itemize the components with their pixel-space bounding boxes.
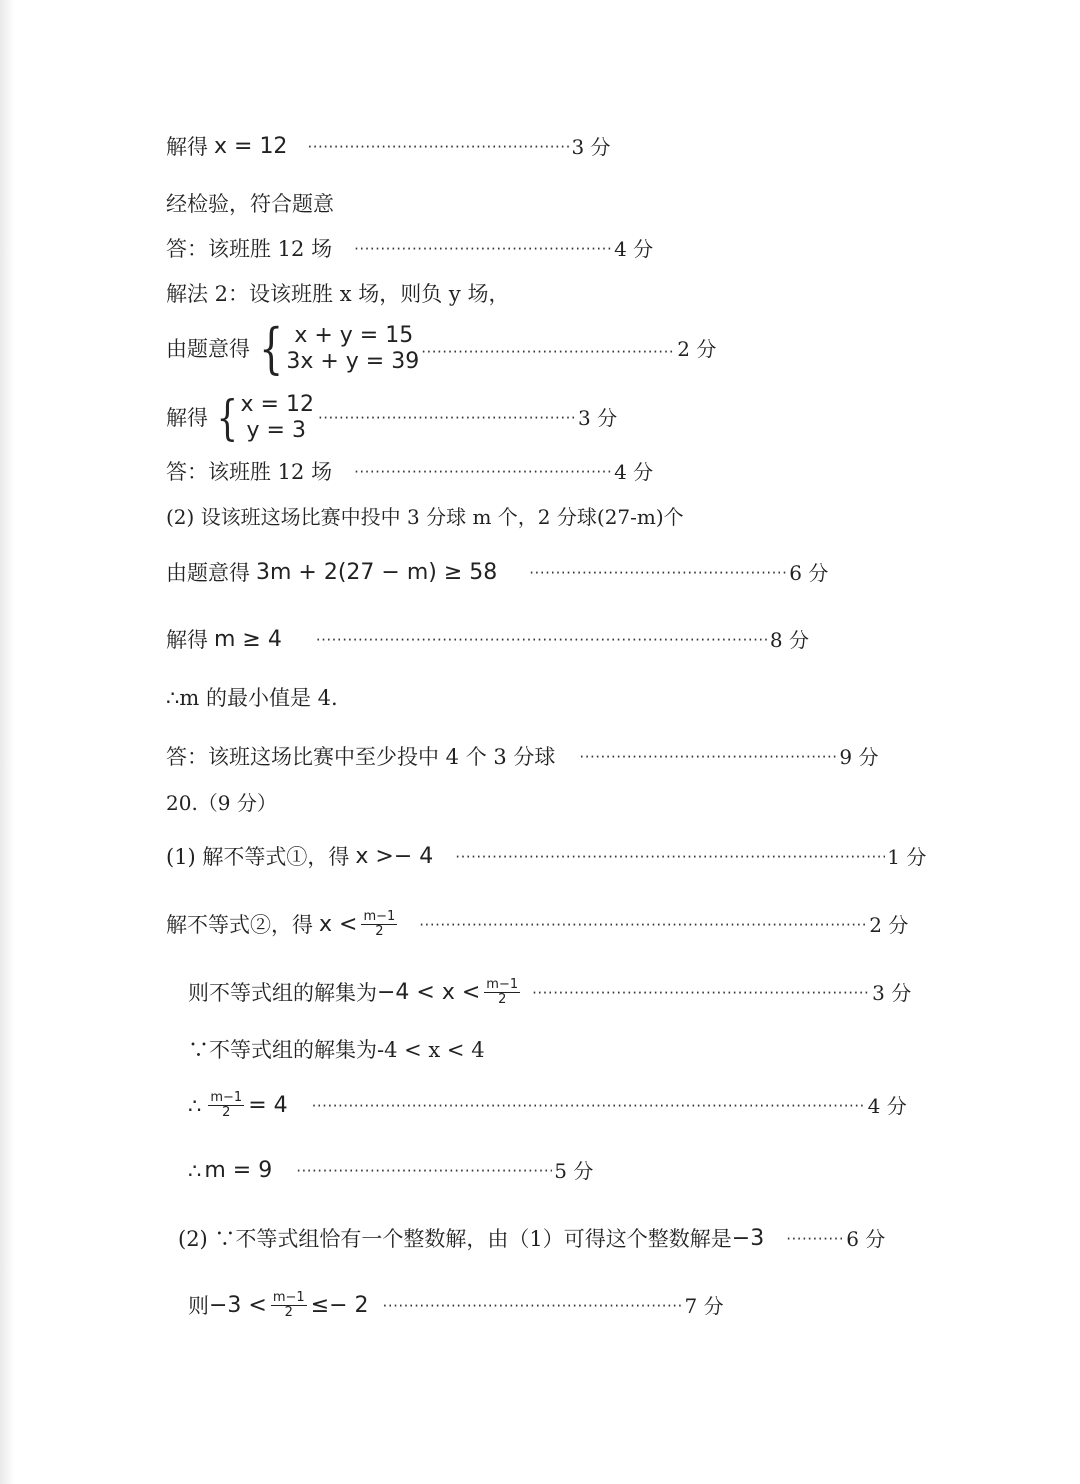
denominator: 2: [375, 924, 384, 939]
question-20-heading: [166, 789, 277, 817]
question-number: 20.（9 分）: [166, 791, 277, 815]
leader-dots: [312, 1092, 866, 1120]
line-prefix: 解得: [166, 135, 208, 159]
line-text: 答：该班这场比赛中至少投中 4 个 3 分球: [166, 745, 556, 769]
numerator: m−1: [363, 909, 396, 924]
denominator: 2: [284, 1305, 293, 1320]
leader-dots: [354, 458, 612, 486]
solution-line-x12: [166, 133, 611, 161]
numerator: m−1: [272, 1290, 305, 1305]
line-text: ∵不等式组的解集为-4 < x < 4: [188, 1038, 485, 1062]
score: 4 分: [614, 460, 654, 484]
numerator: m−1: [210, 1090, 243, 1105]
solution-x: x = 12: [240, 392, 314, 417]
score: 3 分: [571, 135, 611, 159]
inequality: −4 < x <: [377, 979, 481, 1005]
score: 1 分: [887, 845, 927, 869]
score: 5 分: [554, 1159, 594, 1183]
score: 4 分: [867, 1093, 907, 1118]
leader-dots: [316, 626, 768, 654]
score: 3 分: [872, 980, 912, 1005]
part-2-integer-line: [178, 1225, 885, 1253]
final-inequality-line: [188, 1291, 724, 1320]
page-edge-shadow: [0, 0, 14, 1484]
therefore-symbol: ∴: [188, 1093, 202, 1118]
leader-dots: [354, 235, 612, 263]
score: 2 分: [869, 912, 909, 937]
line-prefix: 解得: [166, 628, 208, 652]
inequality-2-line: [166, 910, 908, 939]
minimum-value-line: [166, 684, 338, 712]
equation: x = 12: [214, 134, 288, 159]
fraction-equation-line: [188, 1091, 907, 1120]
line-prefix: 由题意得: [166, 561, 250, 585]
solution-y: y = 3: [246, 418, 306, 443]
inequality-solution-line: [166, 626, 809, 654]
solution-system-line: [166, 392, 617, 444]
equation: m = 9: [204, 1158, 273, 1183]
denominator: 2: [222, 1105, 231, 1120]
score: 3 分: [577, 406, 618, 430]
leader-dots: [529, 559, 787, 587]
solution-set-line: [188, 978, 911, 1007]
answer-line-3: [166, 743, 879, 771]
line-text: 经检验，符合题意: [166, 192, 334, 216]
left-brace: {: [259, 317, 284, 380]
leader-dots: [579, 743, 837, 771]
line-text: 解法 2：设该班胜 x 场，则负 y 场，: [166, 282, 510, 306]
inequality: m ≥ 4: [214, 627, 282, 652]
inequality: x <: [319, 911, 358, 937]
inequality: 3m + 2(27 − m) ≥ 58: [256, 560, 498, 585]
line-prefix: 则不等式组的解集为: [188, 980, 377, 1005]
answer-line: [166, 235, 653, 263]
inequality-right: ≤− 2: [310, 1292, 369, 1318]
score: 9 分: [839, 745, 879, 769]
line-prefix: (1) 解不等式①，得: [166, 845, 350, 869]
leader-dots: [532, 979, 870, 1007]
equation-1: x + y = 15: [294, 323, 414, 348]
leader-dots: [455, 843, 885, 871]
equation-2: 3x + y = 39: [286, 349, 420, 374]
line-text: ∴m 的最小值是 4.: [166, 686, 338, 710]
leader-dots: [786, 1225, 844, 1253]
m-value-line: [188, 1157, 593, 1185]
leader-dots: [421, 338, 675, 366]
fraction: [271, 1291, 307, 1320]
line-prefix: 则: [188, 1293, 209, 1318]
equation-system: [254, 317, 420, 380]
left-brace: {: [216, 390, 238, 446]
inequality: x >− 4: [355, 844, 434, 869]
line-prefix: (2) ∵不等式组恰有一个整数解，由（1）可得这个整数解是: [178, 1227, 732, 1251]
score: 6 分: [789, 561, 829, 585]
inequality-setup-line: [166, 559, 828, 587]
score: 8 分: [769, 628, 809, 652]
part-2-setup-line: [166, 503, 684, 531]
verification-line: [166, 190, 334, 218]
line-prefix: 解得: [166, 406, 208, 430]
method-2-line: [166, 280, 509, 308]
leader-dots: [296, 1157, 552, 1185]
inequality-1-line: [166, 843, 926, 871]
line-prefix: 由题意得: [166, 337, 250, 361]
line-text: (2) 设该班这场比赛中投中 3 分球 m 个，2 分球(27-m)个: [166, 505, 684, 529]
fraction: [208, 1091, 244, 1120]
line-prefix: 解不等式②，得: [166, 912, 313, 937]
answer-line-2: [166, 458, 653, 486]
leader-dots: [383, 1292, 683, 1320]
score: 2 分: [677, 337, 717, 361]
score: 6 分: [846, 1227, 886, 1251]
leader-dots: [307, 133, 569, 161]
given-solution-set-line: [188, 1036, 485, 1064]
therefore-symbol: ∴: [188, 1159, 202, 1183]
leader-dots: [318, 404, 576, 432]
score: 4 分: [614, 237, 654, 261]
fraction: [361, 910, 397, 939]
solution-system: [212, 392, 314, 444]
leader-dots: [419, 911, 867, 939]
equation: = 4: [248, 1092, 288, 1118]
inequality-left: −3 <: [209, 1292, 267, 1318]
fraction: [484, 978, 520, 1007]
integer-solution: −3: [731, 1226, 765, 1251]
numerator: m−1: [486, 977, 519, 992]
score: 7 分: [684, 1293, 724, 1318]
denominator: 2: [498, 992, 507, 1007]
equation-system-line: [166, 317, 717, 380]
line-text: 答：该班胜 12 场: [166, 237, 333, 261]
line-text: 答：该班胜 12 场: [166, 460, 333, 484]
